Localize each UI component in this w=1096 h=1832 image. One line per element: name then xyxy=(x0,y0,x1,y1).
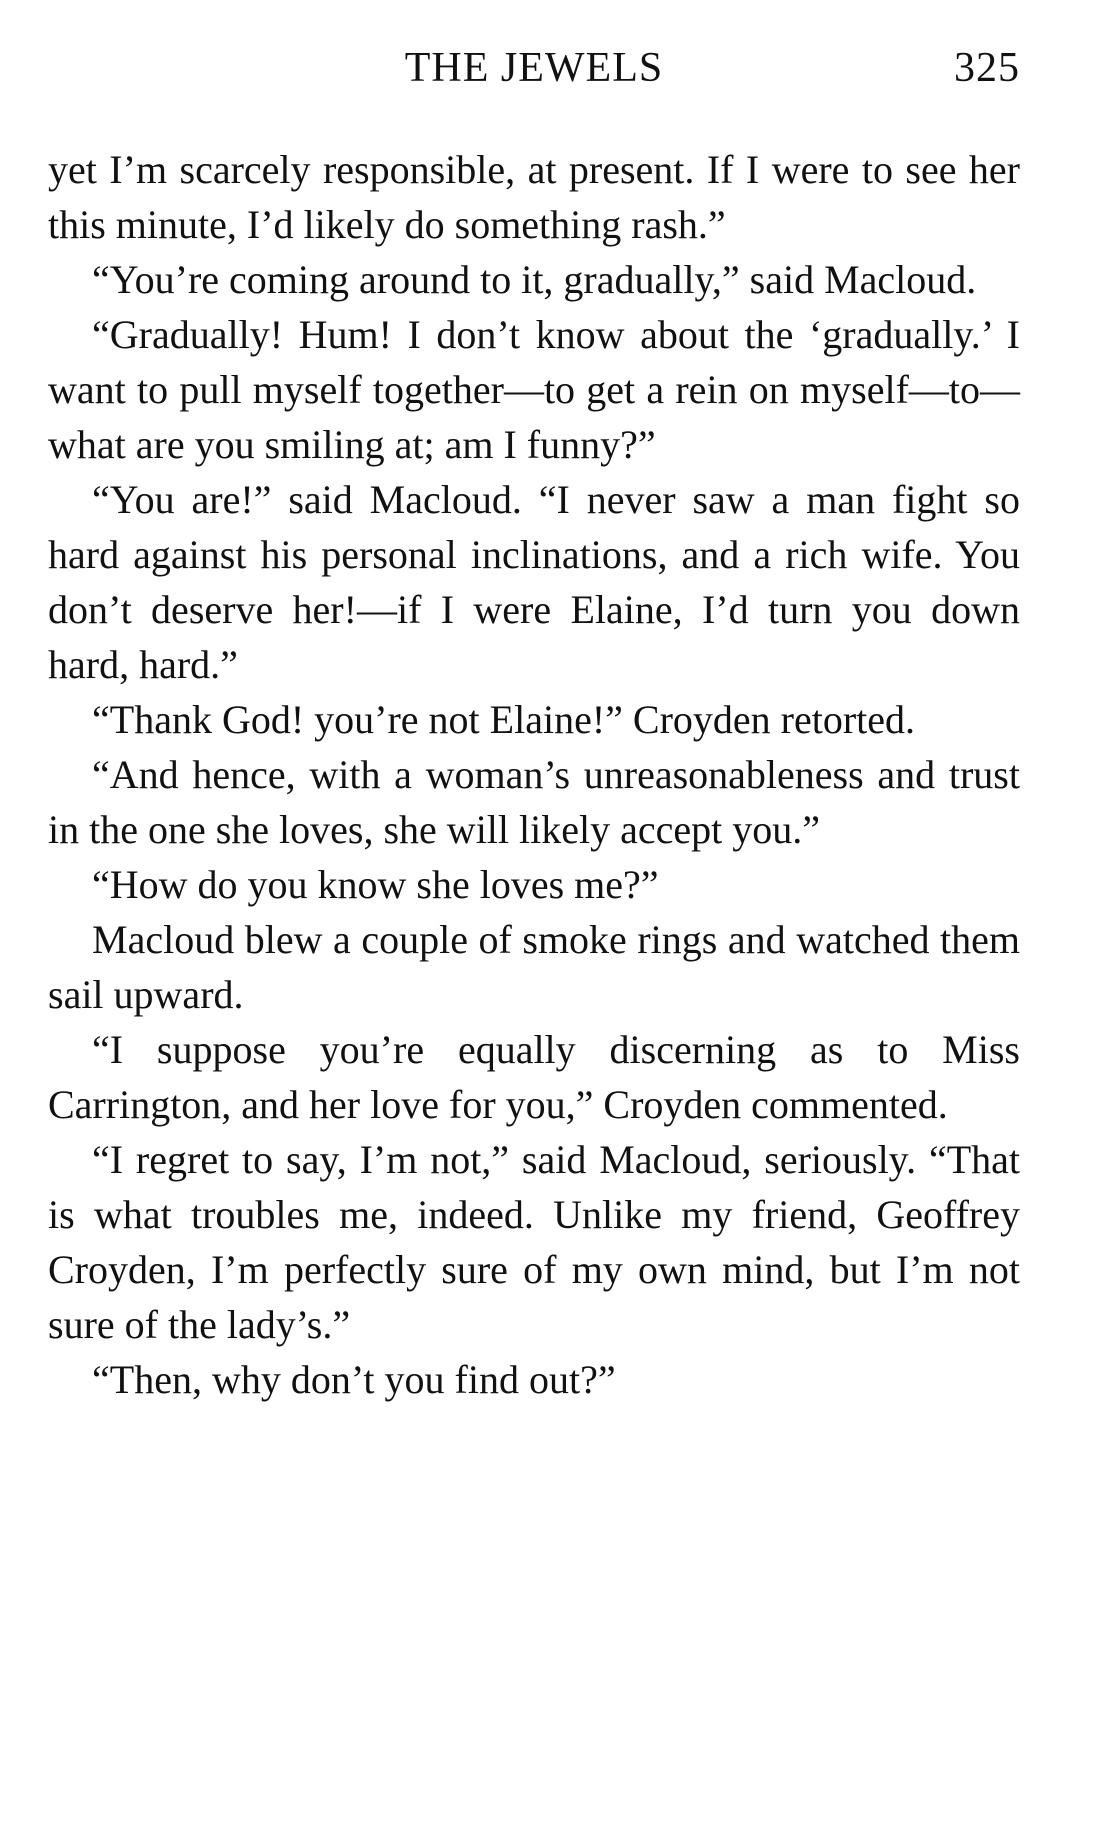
paragraph-6: “And hence, with a woman’s unreasonableness and trust in the one she loves, she will likely accept you.” xyxy=(48,752,1020,852)
paragraph-7: “How do you know she loves me?” xyxy=(92,862,659,907)
paragraph-1: yet I’m scarcely responsible, at present. If I were to see her this minute, I’d likely do something rash.” xyxy=(48,147,1020,247)
paragraph-9: “I suppose you’re equally discerning as to Miss Carrington, and her love for you,” Croyden commented. xyxy=(48,1027,1020,1127)
running-title: THE JEWELS xyxy=(404,45,664,91)
book-page xyxy=(48,36,1020,1407)
paragraph-4: “You are!” said Macloud. “I never saw a man fight so hard against his personal inclinations, and a rich wife. You don’t deserve her!—if I were Elaine, I’d turn you down hard, hard.” xyxy=(48,477,1020,687)
paragraph-3: “Gradually! Hum! I don’t know about the ‘gradually.’ I want to pull myself together—to get a rein on myself—to—what are you smiling at; am I funny?” xyxy=(48,312,1020,467)
paragraph-5: “Thank God! you’re not Elaine!” Croyden retorted. xyxy=(92,697,916,742)
paragraph-2: “You’re coming around to it, gradually,” said Macloud. xyxy=(92,257,977,302)
body-text xyxy=(48,142,1020,1407)
paragraph-8: Macloud blew a couple of smoke rings and watched them sail upward. xyxy=(48,917,1020,1017)
page-number: 325 xyxy=(954,45,1020,91)
running-header xyxy=(48,36,1020,106)
paragraph-10: “I regret to say, I’m not,” said Macloud, seriously. “That is what troubles me, indeed. Unlike my friend, Geoffrey Croyden, I’m perfectly sure of my own mind, but I’m not sure of the lady’s.” xyxy=(48,1137,1020,1347)
paragraph-11: “Then, why don’t you find out?” xyxy=(92,1357,616,1402)
